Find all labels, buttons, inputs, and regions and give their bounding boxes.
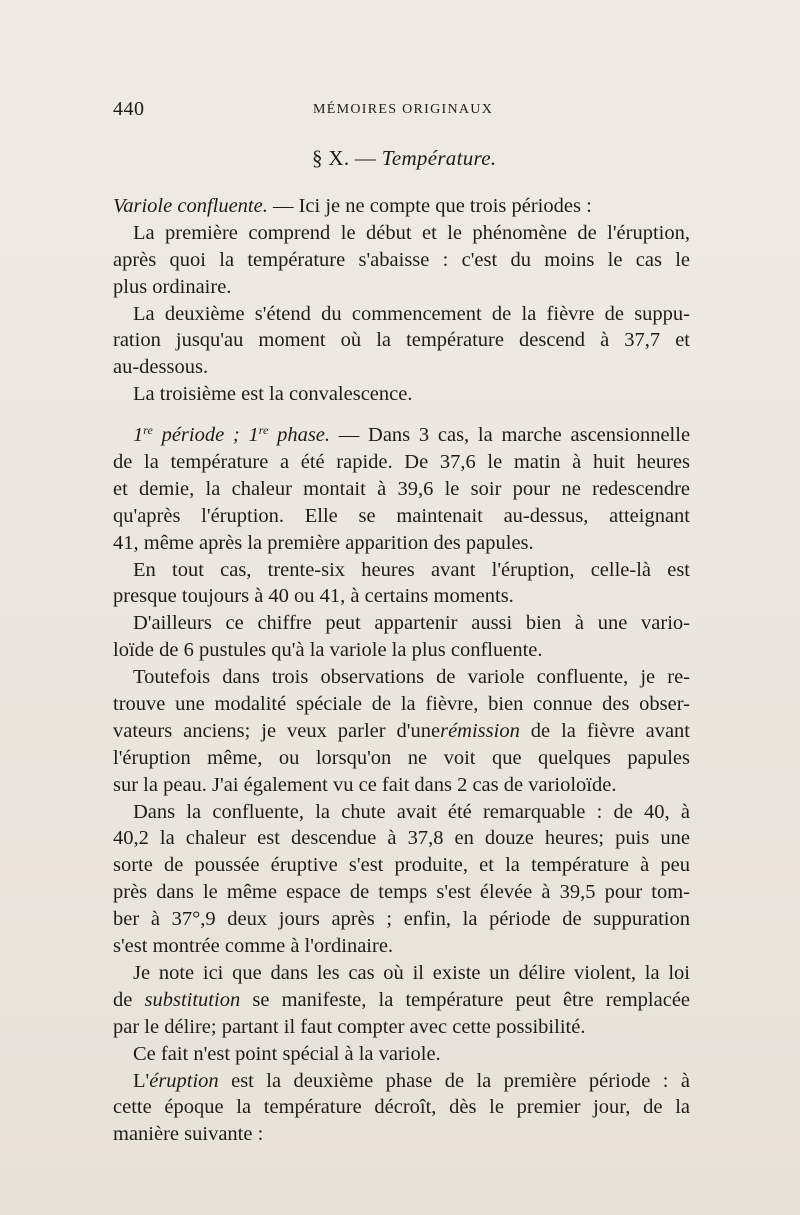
text-run: de la fièvre avant — [530, 719, 690, 742]
heading-superscript: re — [143, 423, 153, 438]
text-line: au-dessous. — [113, 356, 209, 379]
running-head: MÉMOIRES ORIGINAUX — [313, 102, 494, 117]
page-header — [113, 98, 690, 124]
text-line: En tout cas, trente-six heures avant l'éruption, celle-là est — [133, 558, 690, 581]
text-line — [113, 718, 690, 745]
text-run: est la deuxième phase de la première période : à — [231, 1069, 691, 1092]
text-line: trouve une modalité spéciale de la fièvre, bien connue des obser- — [113, 693, 690, 716]
text-line: et demie, la chaleur montait à 39,6 le soir pour ne redescendre — [113, 477, 690, 500]
text-line: La deuxième s'étend du commencement de la fièvre de suppu- — [133, 302, 690, 325]
text-run: vateurs anciens; je veux parler d'une — [113, 719, 441, 742]
text-line: ration jusqu'au moment où la température descend à 37,7 et — [113, 329, 690, 352]
text-run: — Ici je ne compte que trois périodes : — [267, 195, 592, 217]
text-line: plus ordinaire. — [113, 275, 232, 298]
text-run: se manifeste, la température peut être remplacée — [252, 988, 691, 1011]
text-line: cette époque la température décroît, dès le premier jour, de la — [113, 1096, 690, 1119]
text-line: près dans le même espace de temps s'est élevée à 39,5 pour tom- — [113, 881, 690, 904]
text-line: par le délire; partant il faut compter avec cette possibilité. — [113, 1015, 586, 1038]
italic-term-remission: rémission — [440, 719, 520, 742]
text-line: de la température a été rapide. De 37,6 le matin à huit heures — [113, 451, 690, 474]
text-run: L' — [133, 1069, 150, 1092]
heading-word: période ; — [161, 424, 240, 447]
text-line — [113, 422, 690, 449]
text-line: D'ailleurs ce chiffre peut appartenir aussi bien à une vario- — [133, 612, 690, 635]
heading-dash: — — [338, 424, 360, 447]
section-heading — [312, 146, 496, 171]
heading-number: 1 — [248, 424, 259, 447]
heading-word: phase. — [277, 424, 331, 447]
heading-number: 1 — [133, 424, 144, 447]
text-line — [113, 987, 690, 1014]
section-title: Température. — [381, 146, 497, 170]
text-run: Dans 3 cas, la marche ascensionnelle — [368, 424, 691, 447]
text-line: s'est montrée comme à l'ordinaire. — [113, 935, 394, 958]
italic-term-substitution: substitution — [144, 988, 241, 1011]
text-line: 41, même après la première apparition des papules. — [113, 531, 534, 554]
text-line: qu'après l'éruption. Elle se maintenait au-dessus, atteignant — [113, 504, 690, 527]
text-line: Ce fait n'est point spécial à la variole. — [133, 1042, 441, 1065]
heading-superscript: re — [258, 423, 269, 438]
text-run: de — [113, 988, 133, 1011]
text-line: manière suivante : — [113, 1123, 264, 1146]
text-line — [113, 193, 690, 220]
text-line: Je note ici que dans les cas où il existe un délire violent, la loi — [133, 961, 690, 984]
text-line: Dans la confluente, la chute avait été remarquable : de 40, à — [133, 800, 690, 823]
section-number: § X. — — [312, 146, 377, 170]
text-line: sorte de poussée éruptive s'est produite, et la température à peu — [113, 854, 690, 877]
text-line: ber à 37°,9 deux jours après ; enfin, la période de suppuration — [113, 908, 690, 931]
phase-heading — [133, 424, 330, 446]
text-line: 40,2 la chaleur est descendue à 37,8 en douze heures; puis une — [113, 827, 690, 850]
text-line: La troisième est la convalescence. — [133, 383, 413, 406]
text-line: l'éruption même, ou lorsqu'on ne voit que quelques papules — [113, 746, 690, 769]
text-line: loïde de 6 pustules qu'à la variole la plus confluente. — [113, 639, 543, 662]
document-body — [113, 193, 690, 1148]
page-number: 440 — [113, 98, 145, 120]
paragraph-gap — [113, 408, 690, 422]
text-line: sur la peau. J'ai également vu ce fait dans 2 cas de varioloïde. — [113, 773, 617, 796]
italic-lead: Variole confluente. — [113, 195, 268, 217]
text-line: après quoi la température s'abaisse : c'est du moins le cas le — [113, 248, 690, 271]
text-line: presque toujours à 40 ou 41, à certains moments. — [113, 585, 514, 608]
italic-term-eruption: éruption — [149, 1069, 219, 1092]
text-line: Toutefois dans trois observations de variole confluente, je re- — [133, 666, 690, 689]
text-line — [113, 1068, 690, 1095]
text-line: La première comprend le début et le phénomène de l'éruption, — [133, 221, 690, 244]
